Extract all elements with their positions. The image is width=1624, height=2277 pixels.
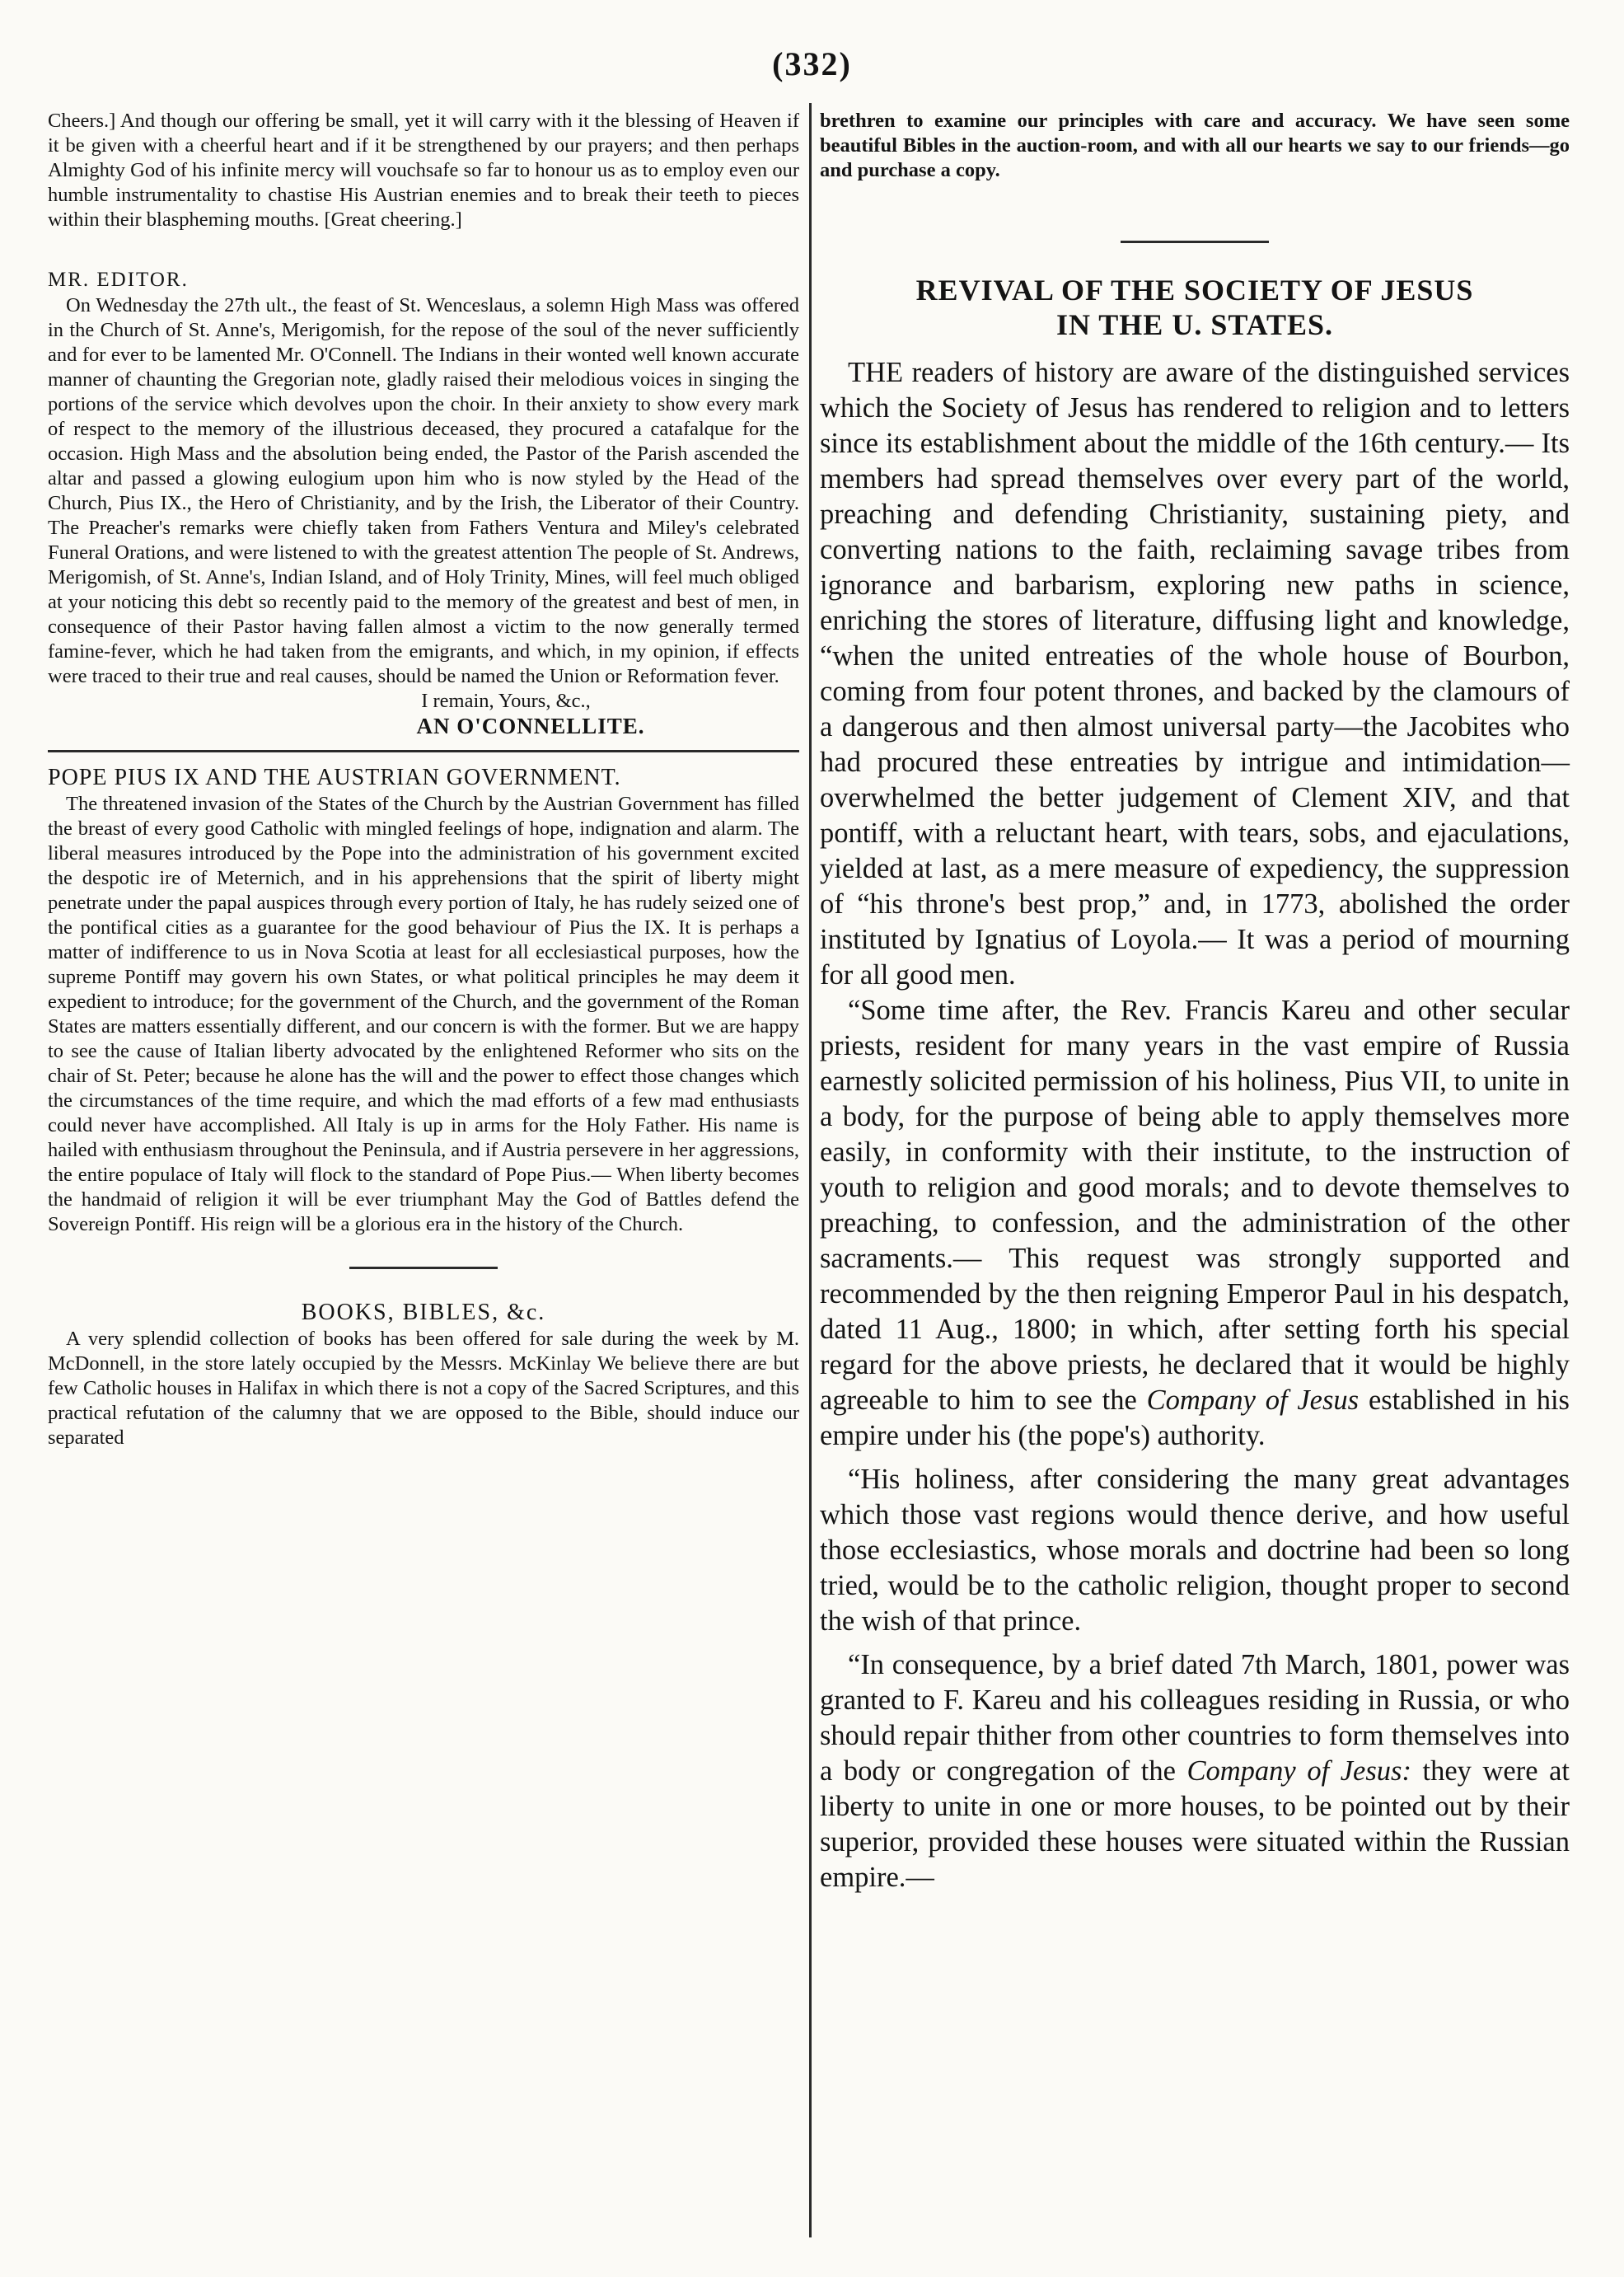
jesus-paragraph-2 xyxy=(820,993,1570,1454)
paragraph-text: “Some time after, the Rev. Francis Kareu and other secular priests, resident for many years in the vast empire of Russia earnestly solicited permission of his holiness, Pius VII, to unite in a body, for the purpose of being able to apply themselves more easily, in conformity with their institute, to the instruction of youth to religion and good morals; and to devote themselves to preaching, to confession, and the administration of the other sacraments.— This request was strongly supported and recommended by the then reigning Emperor Paul in his despatch, dated 11 Aug., 1800; in which, after setting forth his special regard for the above priests, he declared that it would be highly agreeable to him to see the xyxy=(820,995,1570,1416)
jesus-paragraph-4 xyxy=(820,1647,1570,1895)
italic-phrase: Company of Jesus xyxy=(1146,1384,1360,1416)
letter-salutation: MR. EDITOR. xyxy=(48,269,189,291)
jesus-heading-line2: IN THE U. STATES. xyxy=(1055,308,1334,341)
paragraph-text: established in his empire under his (the pope's) authority. xyxy=(820,1384,1570,1451)
paragraph-text: “In consequence, by a brief dated 7th March, 1801, power was granted to F. Kareu and his colleagues residing in Russia, or who should repair thither from other countries to form themselves into a body or congregation of the xyxy=(820,1649,1570,1787)
paragraph-text: readers of history are aware of the distinguished services which the Society of Jesus has rendered to religion and to letters since its establishment about the middle of the 16th century.— Its members had spread themselves over every part of the world, preaching and defending Christianity, sustaining piety, and converting nations to the faith, reclaiming savage tribes from ignorance and barbarism, exploring new paths in science, enriching the stores of literature, diffusing light and knowledge, “when the united entreaties of the whole house of Bourbon, coming from four potent thrones, and backed by the clamours of a dangerous and then almost universal party—the Jacobites who had procured these entreaties by intrigue and intimidation—overwhelmed the better judgement of Clement XIV, and that pontiff, with a reluctant heart, with tears, sobs, and ejaculations, yielded at last, as a mere measure of expediency, the suppression of “his throne's best prop,” and, in 1773, abolished the order instituted by Ignatius of Loyola.— It was a period of mourning for all good men. xyxy=(820,357,1570,991)
pope-heading: POPE PIUS IX AND THE AUSTRIAN GOVERNMENT. xyxy=(48,765,621,790)
books-heading: BOOKS, BIBLES, &c. xyxy=(301,1300,546,1325)
jesus-paragraph-1 xyxy=(820,355,1570,993)
letter-signature: AN O'CONNELLITE. xyxy=(416,714,645,738)
page-number: (332) xyxy=(772,45,852,82)
books-continued: brethren to examine our principles with care and accuracy. We have seen some beautiful Bibles in the auction-room, and with all our hearts we say to our friends—go and purchase a copy. xyxy=(820,110,1570,181)
jesus-heading-line1: REVIVAL OF THE SOCIETY OF JESUS xyxy=(915,274,1474,307)
lead-word: THE xyxy=(848,357,904,388)
left-column xyxy=(48,109,799,1450)
books-body: A very splendid collection of books has been offered for sale during the week by M. McDonnell, in the store lately occupied by the Messrs. McKinlay We believe there are but few Catholic houses in Halifax in which there is not a copy of the Sacred Scriptures, and this practical refutation of the calumny that we are opposed to the Bible, should induce our separated xyxy=(48,1328,799,1449)
italic-phrase: Company of Jesus: xyxy=(1186,1755,1411,1787)
column-divider xyxy=(809,103,812,2237)
right-column xyxy=(820,109,1570,1895)
cheers-paragraph: Cheers.] And though our offering be small, yet it will carry with it the blessing of Heaven if it be given with a cheerful heart and if it be strengthened by our prayers; and then perhaps Almighty God of his infinite mercy will vouchsafe so far to honour us as to employ even our humble instrumentality to chastise His Austrian enemies and to break their teeth to pieces within their blaspheming mouths. [Great cheering.] xyxy=(48,110,799,231)
letter-body: On Wednesday the 27th ult., the feast of St. Wenceslaus, a solemn High Mass was offered in the Church of St. Anne's, Merigomish, for the repose of the soul of the never sufficiently and for ever to be lamented Mr. O'Connell. The Indians in their wonted well known accurate manner of chaunting the Gregorian note, gladly raised their melodious voices in singing the portions of the service which devolves upon the choir. In their anxiety to show every mark of respect to the memory of the illustrious deceased, they procured a catafalque for the occasion. High Mass and the absolution being ended, the Pastor of the Parish ascended the altar and passed a glowing eulogium upon him who is now styled by the Head of the Church, Pius IX., the Hero of Christianity, and by the Irish, the Liberator of their Country. The Preacher's remarks were chiefly taken from Fathers Ventura and Miley's celebrated Funeral Orations, and were listened to with the greatest attention The people of St. Andrews, Merigomish, of St. Anne's, Indian Island, and of Holy Trinity, Mines, will feel much obliged at your noticing this debt so recently paid to the memory of the greatest and best of men, in consequence of their Pastor having fallen almost a victim to the now generally termed famine-fever, which he had taken from the emigrants, and which, in my opinion, if effects were traced to their true and real causes, should be named the Union or Reformation fever. xyxy=(48,294,799,687)
letter-close: I remain, Yours, &c., xyxy=(421,690,591,712)
paragraph-text: they were at liberty to unite in one or more houses, to be pointed out by their superior, provided these houses were situated within the Russian empire.— xyxy=(820,1755,1570,1893)
jesus-paragraph-3: “His holiness, after considering the many great advantages which those vast regions would thence derive, and how useful those ecclesiastics, whose morals and doctrine had been so long tried, would be to the catholic religion, thought proper to second the wish of that prince. xyxy=(820,1464,1570,1637)
pope-body: The threatened invasion of the States of the Church by the Austrian Government has filled the breast of every good Catholic with mingled feelings of hope, indignation and alarm. The liberal measures introduced by the Pope into the administration of his government excited the despotic ire of Meternich, and in his apprehensions that the spirit of liberty might penetrate under the papal auspices through every portion of Italy, he has rudely seized one of the pontifical cities as a guarantee for the good behaviour of Pius the IX. It is perhaps a matter of indifference to us in Nova Scotia at least for all ecclesiastical purposes, how the supreme Pontiff may govern his own States, or what political principles he may deem it expedient to introduce; for the government of the Church, and the government of the Roman States are matters essentially different, and our concern is with the former. But we are happy to see the cause of Italian liberty advocated by the enlightened Reformer who sits on the chair of St. Peter; because he alone has the will and the power to effect those changes which the circumstances of the time require, and which the mad efforts of a few mad enthusiasts could never have accomplished. All Italy is up in arms for the Holy Father. His name is hailed with enthusiasm throughout the Peninsula, and if Austria persevere in her aggressions, the entire populace of Italy will flock to the standard of Pope Pius.— When liberty becomes the handmaid of religion it will be ever triumphant May the God of Battles defend the Sovereign Pontiff. His reign will be a glorious era in the history of the Church. xyxy=(48,793,799,1235)
